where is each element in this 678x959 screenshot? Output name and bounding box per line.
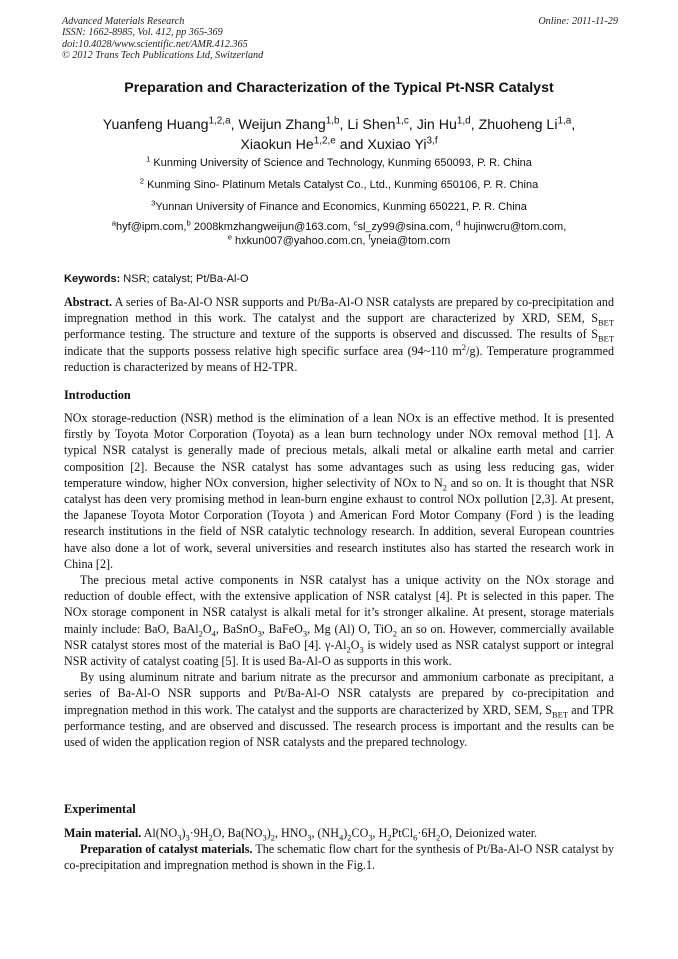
- author: Zhuoheng Li$^{1,a}$,: [478, 115, 576, 133]
- abstract-label: Abstract.: [64, 295, 113, 309]
- email[interactable]: hxkun007@yahoo.com.cn,: [231, 235, 369, 247]
- affiliation: $^2$ Kunming Sino- Platinum Metals Catalyst Co., Ltd., Kunming 650106, P. R. China: [139, 176, 539, 191]
- copyright: © 2012 Trans Tech Publications Ltd, Switzerland: [62, 50, 264, 62]
- paper-title: Preparation and Characterization of the Typical Pt-NSR Catalyst: [124, 80, 554, 96]
- author: Li Shen$^{1,c}$,: [347, 115, 417, 133]
- affiliation: $^3$Yunnan University of Finance and Economics, Kunming 650221, P. R. China: [151, 198, 527, 213]
- email[interactable]: yneia@tom.com: [370, 235, 451, 247]
- author: Xuxiao Yi$^{3,f}$: [367, 135, 438, 153]
- issn: ISSN: 1662-8985, Vol. 412, pp 365-369: [62, 27, 223, 39]
- section-heading-experimental: Experimental: [64, 802, 136, 816]
- keywords: Keywords: NSR; catalyst; Pt/Ba-Al-O: [64, 273, 249, 285]
- email-list: $^a$hyf@ipm.com,$^b$ 2008kmzhangweijun@163.com, $^c$sl_zy99@sina.com, $^d$ hujinwcru@tom.com, $^e$ hxkun007@yahoo.com.cn, $^f$yneia@tom.com: [111, 218, 567, 247]
- introduction-body: [64, 410, 614, 750]
- paragraph: NOx storage-reduction (NSR) method is the elimination of a lean NOx is an effective method. It is presented firstly by Toyota Motor Corporation (Toyota) as a lean burn technology under NOx removal method [1]. A typical NSR catalyst is generally made of precious metals, alkali metal or alkaline earth metal and carrier composition [2]. Because the NSR catalyst has some advantages such as using less reducing gas, wider temperature window, higher NOx conversion, higher selectivity of NOx to $N_2$ and so on. It is thought that NSR catalyst has deen very promising method in lean-burn engine exhaust to control NOx pollution [2,3]. At present, the Japanese Toyota Motor Corporation (Toyota ) and American Ford Motor Company (Ford ) is the leading research institutions in the field of NSR catalytic technology research. In addition, several European countries have also done a lot of work, several universities and research institutes also has started the research work in China [2].: [64, 411, 615, 571]
- email[interactable]: hyf@ipm.com,: [116, 221, 187, 233]
- experimental-body: [64, 825, 614, 874]
- author: Yuanfeng Huang$^{1,2,a}$,: [102, 115, 239, 133]
- author: Weijun Zhang$^{1,b}$,: [238, 115, 348, 133]
- doi: doi:10.4028/www.scientific.net/AMR.412.365: [62, 38, 248, 50]
- online-date: Online: 2011-11-29: [538, 16, 618, 27]
- paragraph: Preparation of catalyst materials. The schematic flow chart for the synthesis of Pt/Ba-Al-O NSR catalyst by co-precipitation and impregnation method is shown in the Fig.1.: [64, 842, 614, 873]
- affiliation: $^1$ Kunming University of Science and Technology, Kunming 650093, P. R. China: [146, 154, 532, 169]
- email[interactable]: sl_zy99@sina.com,: [357, 221, 457, 233]
- abstract: Abstract. A series of Ba-Al-O NSR supports and Pt/Ba-Al-O NSR catalysts are prepared by co-precipitation and impregnation method in this work. The catalyst and the support are characterized by XRD, SEM, $S_{BET}$ performance testing. The structure and texture of the supports is observed and discussed. The results of $S_{BET}$ indicate that the supports possess relative high specific surface area (94~110 $m^2/g$). Temperature programmed reduction is characterized by means of H2-TPR.: [64, 295, 614, 374]
- paragraph: Main material. $Al(NO_3)_3\cdot 9H_2O$, $Ba(NO_3)_2$, $HNO_3$, $(NH_4)_2CO_3$, $H_2PtCl_6\cdot 6H_2O$, Deionized water.: [64, 826, 538, 843]
- material: $H_2PtCl_6\cdot 6H_2O$, Deionized water.: [378, 826, 538, 843]
- journal-name: Advanced Materials Research: [62, 16, 185, 27]
- paragraph: The precious metal active components in NSR catalyst has a unique activity on the NOx storage and reduction of double effect, with the extensive application of NSR catalyst [4]. Pt is selected in this paper. The NOx storage component in NSR catalyst is alkali metal for it’s stronger alkaline. At present, storage materials mainly include: BaO, $BaAl_2O_4$, BaSnO$_3$, BaFeO$_3$, Mg (Al) O, TiO$_2$ an so on. However, commercially available NSR catalyst stores most of the material is BaO [4]. $\gamma-Al_2O_3$ is widely used as NSR catalyst support or integral NSR activity of catalyst coating [5]. It is used Ba-Al-O as supports in this work.: [64, 573, 614, 669]
- author: Jin Hu$^{1,d}$,: [416, 115, 479, 133]
- material: $Al(NO_3)_3\cdot 9H_2O$,: [141, 826, 228, 843]
- journal-header: [62, 16, 618, 62]
- paragraph: By using aluminum nitrate and barium nitrate as the precursor and ammonium carbonate as precipitant, a series of Ba-Al-O NSR supports and Pt/Ba-Al-O NSR catalysts are prepared by co-precipitation and impregnation method in this work. The catalyst and the supports are characterized by XRD, SEM, $S_{BET}$ and TPR performance testing, and are observed and discussed. The research process is important and the results can be used of widen the application region of NSR catalysts and the prepared technology.: [64, 670, 614, 750]
- email[interactable]: hujinwcru@tom.com,: [460, 221, 567, 233]
- material: $Ba(NO_3)_2$, $HNO_3$,: [227, 826, 318, 843]
- author-list: [40, 115, 638, 155]
- material: $(NH_4)_2CO_3$,: [317, 826, 379, 843]
- section-heading-introduction: Introduction: [64, 388, 131, 402]
- email[interactable]: 2008kmzhangweijun@163.com,: [190, 221, 354, 233]
- author: Xiaokun He$^{1,2,e}$ and: [240, 135, 368, 153]
